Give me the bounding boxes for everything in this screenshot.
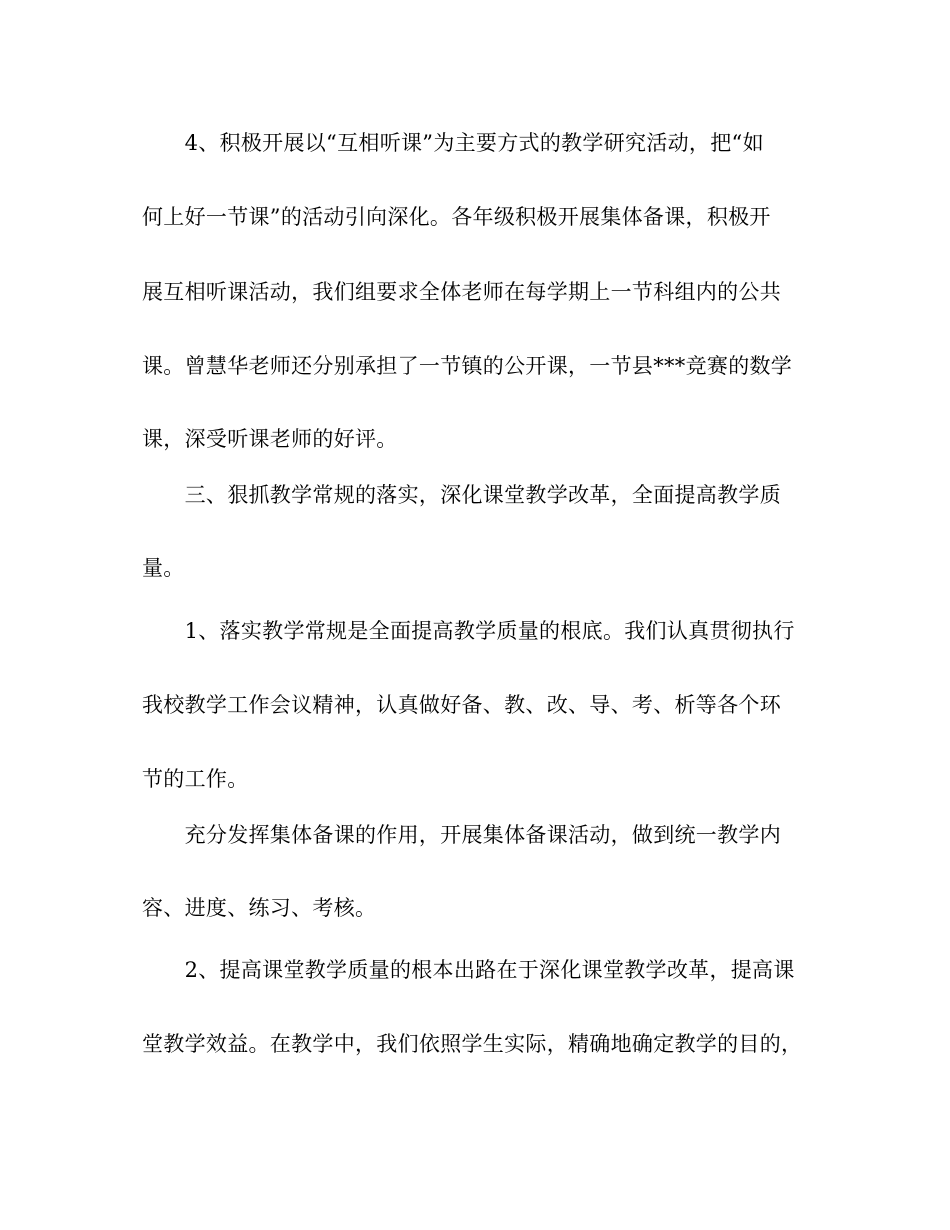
text-line: 2、提高课堂教学质量的根本出路在于深化课堂教学改革，提高课 [142,958,795,982]
text-line: 4、积极开展以“互相听课”为主要方式的教学研究活动，把“如 [142,131,764,155]
text-line: 节的工作。 [142,767,249,791]
text-line: 我校教学工作会议精神，认真做好备、教、改、导、考、析等各个环 [142,693,781,717]
text-line: 堂教学效益。在教学中，我们依照学生实际，精确地确定教学的目的， [142,1032,803,1056]
text-line: 课，深受听课老师的好评。 [142,427,398,451]
text-line: 1、落实教学常规是全面提高教学质量的根底。我们认真贯彻执行 [142,619,795,643]
text-line: 充分发挥集体备课的作用，开展集体备课活动，做到统一教学内 [142,823,781,847]
text-line: 三、狠抓教学常规的落实，深化课堂教学改革，全面提高教学质 [142,483,781,507]
text-line: 容、进度、练习、考核。 [142,896,377,920]
text-line: 展互相听课活动，我们组要求全体老师在每学期上一节科组内的公共 [142,280,781,304]
text-line: 量。 [142,556,185,580]
text-line: 课。曾慧华老师还分别承担了一节镇的公开课，一节县***竞赛的数学 [142,354,793,378]
text-line: 何上好一节课”的活动引向深化。各年级积极开展集体备课，积极开 [142,205,771,229]
